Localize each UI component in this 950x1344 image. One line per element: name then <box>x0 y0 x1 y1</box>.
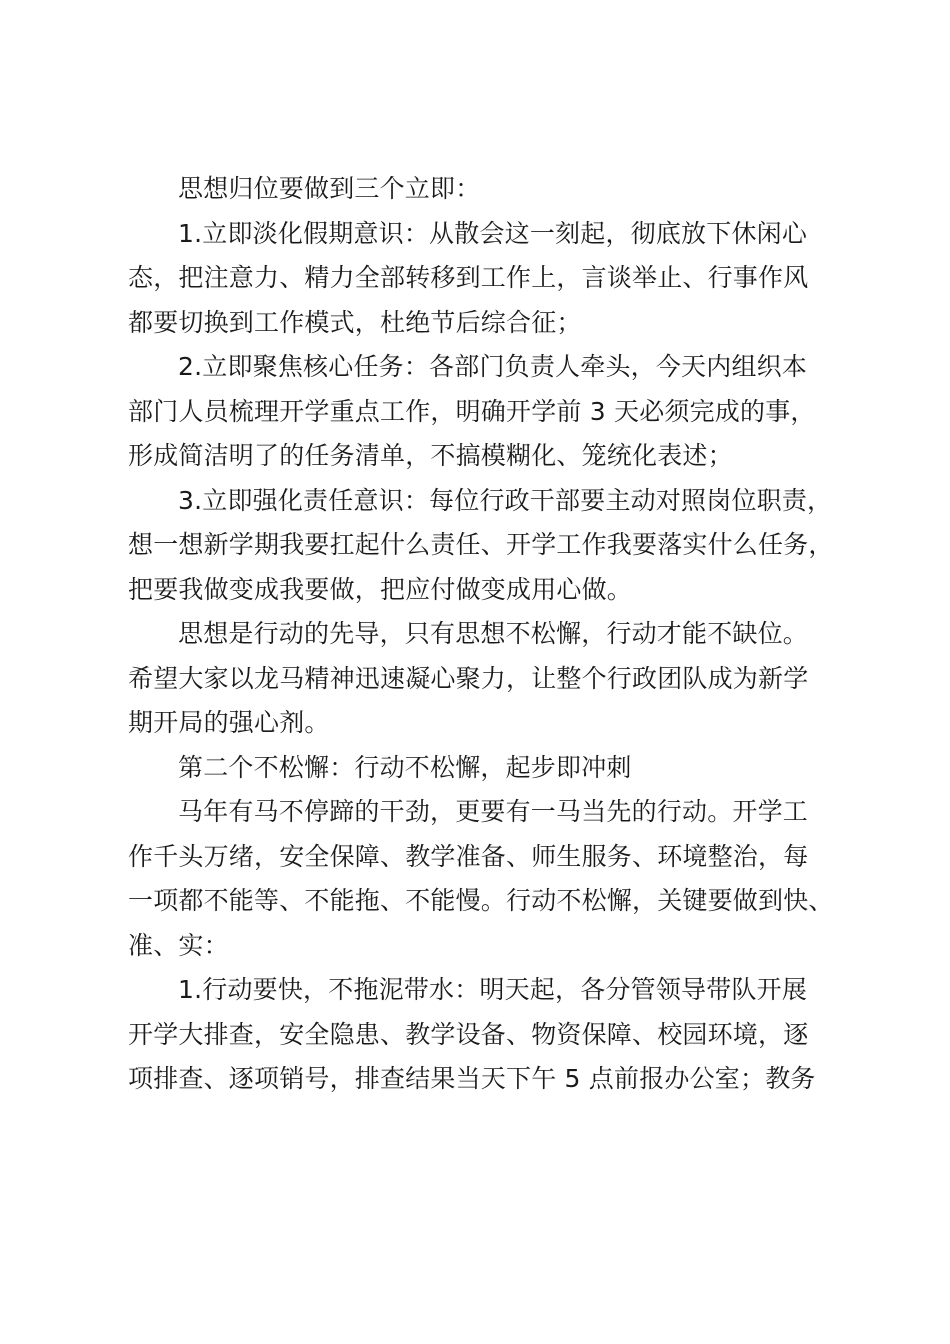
paragraph-line: 都要切换到工作模式，杜绝节后综合征； <box>128 307 582 337</box>
paragraph-line: 开学大排查，安全隐患、教学设备、物资保障、校园环境，逐 <box>128 1019 809 1049</box>
paragraph-line: 准、实： <box>128 930 229 960</box>
paragraph-line: 1.行动要快，不拖泥带水：明天起，各分管领导带队开展 <box>178 975 808 1004</box>
paragraph-line: 部门人员梳理开学重点工作，明确开学前 3 天必须完成的事， <box>128 396 816 426</box>
document-body <box>128 167 848 1102</box>
paragraph-line: 形成简洁明了的任务清单，不搞模糊化、笼统化表述； <box>128 441 733 470</box>
paragraph-line: 2.立即聚焦核心任务：各部门负责人牵头，今天内组织本 <box>178 352 808 381</box>
paragraph-line: 项排查、逐项销号，排查结果当天下午 5 点前报办公室；教务 <box>128 1064 816 1093</box>
paragraph-line: 希望大家以龙马精神迅速凝心聚力，让整个行政团队成为新学 <box>128 663 809 693</box>
paragraph-line: 马年有马不停蹄的干劲，更要有一马当先的行动。开学工 <box>178 797 809 826</box>
paragraph-line: 3.立即强化责任意识：每位行政干部要主动对照岗位职责， <box>178 485 833 515</box>
paragraph-line: 期开局的强心剂。 <box>128 708 330 737</box>
paragraph-line: 把要我做变成我要做，把应付做变成用心做。 <box>128 574 633 604</box>
section-heading: 第二个不松懈：行动不松懈，起步即冲刺 <box>178 752 632 782</box>
paragraph-line: 1.立即淡化假期意识：从散会这一刻起，彻底放下休闲心 <box>178 218 808 248</box>
paragraph-line: 态，把注意力、精力全部转移到工作上，言谈举止、行事作风 <box>128 263 809 292</box>
paragraph-line: 想一想新学期我要扛起什么责任、开学工作我要落实什么任务， <box>128 530 834 559</box>
paragraph-line: 一项都不能等、不能拖、不能慢。行动不松懈，关键要做到快、 <box>128 886 834 915</box>
paragraph-line: 作千头万绪，安全保障、教学准备、师生服务、环境整治，每 <box>128 841 809 871</box>
paragraph-line: 思想归位要做到三个立即： <box>178 174 481 203</box>
paragraph-line: 思想是行动的先导，只有思想不松懈，行动才能不缺位。 <box>178 619 809 648</box>
